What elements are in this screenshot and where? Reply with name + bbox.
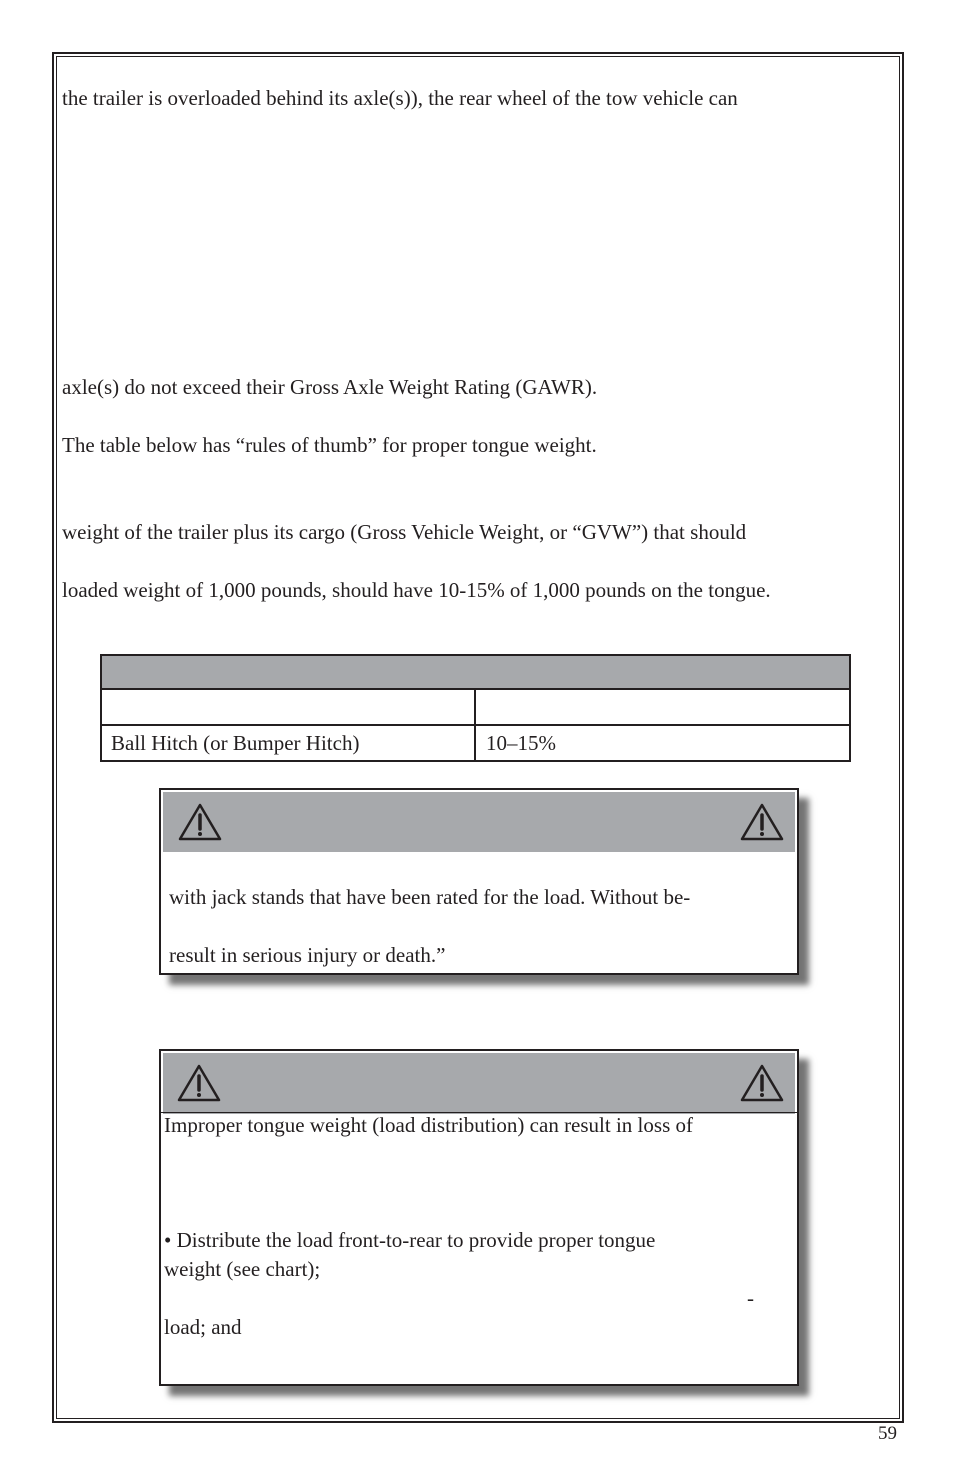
body-line-1: the trailer is overloaded behind its axle(s)), the rear wheel of the tow vehicle can [62, 86, 738, 110]
warning-box-tongue-weight [159, 1049, 799, 1386]
body-line-3: The table below has “rules of thumb” for proper tongue weight. [62, 433, 597, 457]
body-line-4: weight of the trailer plus its cargo (Gross Vehicle Weight, or “GVW”) that should [62, 520, 747, 544]
body-line-5: loaded weight of 1,000 pounds, should have 10-15% of 1,000 pounds on the tongue. [62, 578, 771, 602]
warning-line: • Distribute the load front-to-rear to provide proper tongue [164, 1228, 656, 1252]
warning-triangle-icon [739, 802, 785, 842]
tongue-weight-table [100, 654, 851, 762]
warning-header [163, 792, 795, 852]
table-header [102, 656, 849, 690]
warning-line: load; and [164, 1315, 242, 1339]
warning-line: with jack stands that have been rated for the load. Without be- [169, 885, 691, 909]
body-line-2: axle(s) do not exceed their Gross Axle Weight Rating (GAWR). [62, 375, 598, 399]
warning-triangle-icon [177, 802, 223, 842]
warning-line: - [747, 1286, 754, 1310]
warning-triangle-icon [739, 1063, 785, 1103]
table-column-header-percent [476, 690, 849, 724]
warning-box-jack-stands [159, 788, 799, 975]
table-cell-tongue-percent: 10–15% [486, 731, 556, 755]
warning-line: result in serious injury or death.” [169, 943, 446, 967]
warning-line: Improper tongue weight (load distribution) can result in loss of [164, 1113, 693, 1137]
warning-triangle-icon [176, 1063, 222, 1103]
table-column-header-hitch [102, 690, 476, 724]
page-number: 59 [878, 1423, 897, 1444]
table-cell-hitch-type: Ball Hitch (or Bumper Hitch) [102, 726, 476, 760]
warning-line: weight (see chart); [164, 1257, 321, 1281]
table-column-header-row [102, 690, 849, 726]
warning-header [163, 1053, 795, 1114]
table-row [102, 726, 849, 760]
